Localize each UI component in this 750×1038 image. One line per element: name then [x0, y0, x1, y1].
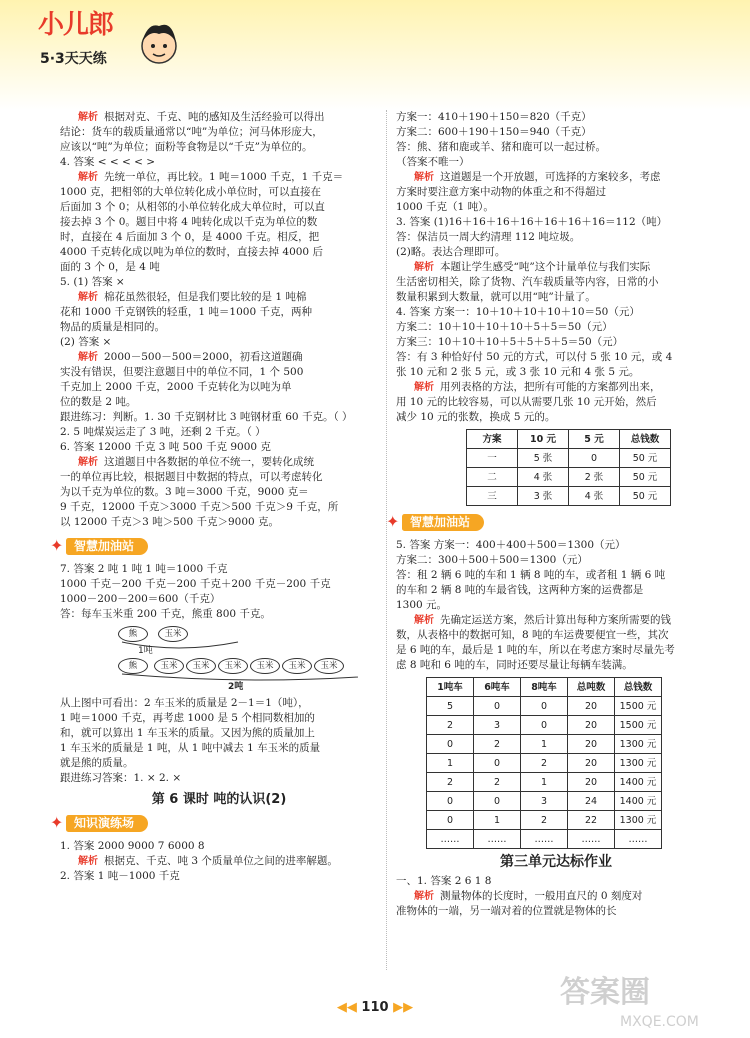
text-line — [60, 485, 378, 500]
line-text: (2)略。表达合理即可。 — [396, 246, 506, 258]
bear-corn-diagram — [118, 624, 378, 694]
text-line — [396, 874, 716, 889]
line-text: 方案一：410＋190＋150＝820（千克） — [396, 111, 592, 123]
table-row — [427, 754, 662, 773]
table-cell: 2 — [427, 716, 474, 735]
text-line — [396, 889, 716, 904]
text-line — [396, 275, 716, 290]
text-line — [396, 260, 716, 275]
text-line — [60, 185, 378, 200]
corn-oval: 玉米 — [158, 626, 188, 642]
line-text: 跟进练习：判断。1. 30 千克钢材比 3 吨钢材重 60 千克。（ ） — [60, 411, 353, 423]
line-text: 减少 10 元的张数，换成 5 元的。 — [396, 411, 556, 423]
next-arrows-icon: ▶▶ — [393, 1000, 414, 1015]
table-row — [427, 697, 662, 716]
table-header: 8吨车 — [521, 678, 568, 697]
table-cell: 0 — [427, 811, 474, 830]
line-text: 答：有 3 种恰好付 50 元的方式，可以付 5 张 10 元，或 4 — [396, 351, 673, 363]
text-line — [396, 658, 716, 673]
data-table — [466, 429, 671, 506]
table-cell: 20 — [568, 754, 615, 773]
line-text: 1 吨＝1000 千克，再考虑 1000 是 5 个相同数相加的 — [60, 712, 315, 724]
unit-title: 第三单元达标作业 — [500, 854, 612, 870]
analysis-tag: 解析 — [414, 615, 434, 626]
line-text: 千克加上 2000 千克，2000 千克转化为以吨为单 — [60, 381, 292, 393]
line-text: 花和 1000 千克钢铁的轻重，1 吨＝1000 千克，两种 — [60, 306, 312, 318]
text-line — [396, 538, 716, 553]
right-column — [386, 110, 716, 919]
line-text: 方案二：600＋190＋150＝940（千克） — [396, 126, 592, 138]
line-text: 位的数是 2 吨。 — [60, 396, 137, 408]
text-line — [60, 155, 378, 170]
text-line — [60, 711, 378, 726]
table-cell: 1400 元 — [615, 792, 662, 811]
text-line — [396, 365, 716, 380]
table-cell: 二 — [467, 468, 518, 487]
table-cell: 0 — [521, 716, 568, 735]
text-line — [396, 155, 716, 170]
text-line — [396, 568, 716, 583]
line-text: 方案三：10＋10＋10＋5＋5＋5＋5＝50（元） — [396, 336, 624, 348]
text-line — [396, 380, 716, 395]
table-cell: …… — [615, 830, 662, 849]
line-text: 后面加 3 个 0；从相邻的小单位转化成大单位时，可以直 — [60, 201, 325, 213]
text-line — [60, 410, 378, 425]
line-text: 以 12000 千克＞3 吨＞500 千克＞9000 克。 — [60, 516, 280, 528]
analysis-tag: 解析 — [78, 856, 98, 867]
line-text: 一的单位再比较，根据题目中数据的特点，可以考虑转化 — [60, 471, 323, 483]
text-line — [396, 350, 716, 365]
text-line — [396, 305, 716, 320]
line-text: 一、1. 答案 2 6 1 8 — [396, 875, 492, 887]
line-text: 这道题目中各数据的单位不统一，要转化成统 — [104, 456, 314, 468]
line-text: 棉花虽然很轻，但是我们要比较的是 1 吨棉 — [104, 291, 307, 303]
table-header: 总吨数 — [568, 678, 615, 697]
line-text: 数，从表格中的数据可知，8 吨的车运费要便宜一些，其次 — [396, 629, 669, 641]
text-line — [396, 553, 716, 568]
brand-title: 小儿郎 — [38, 10, 114, 40]
line-text: 4. 答案 方案一：10＋10＋10＋10＋10＝50（元） — [396, 306, 640, 318]
table-cell: 1 — [474, 811, 521, 830]
table-cell: 2 张 — [569, 468, 620, 487]
line-text: 6. 答案 12000 千克 3 吨 500 千克 9000 克 — [60, 441, 271, 453]
analysis-tag: 解析 — [414, 172, 434, 183]
line-text: 先统一单位，再比较。1 吨＝1000 千克，1 千克＝ — [104, 171, 344, 183]
text-line — [60, 110, 378, 125]
table-cell: 0 — [474, 697, 521, 716]
analysis-tag: 解析 — [78, 112, 98, 123]
table-cell: 2 — [427, 773, 474, 792]
text-line — [60, 425, 378, 440]
text-line — [60, 771, 378, 786]
table-cell: 1300 元 — [615, 811, 662, 830]
text-line — [396, 904, 716, 919]
line-text: 准物体的一端，另一端对着的位置就是物体的长 — [396, 905, 617, 917]
line-text: 1 车玉米的质量是 1 吨，从 1 吨中减去 1 车玉米的质量 — [60, 742, 321, 754]
line-text: 1000－200－200＝600（千克） — [60, 593, 221, 605]
line-text: 接去掉 3 个 0。题目中将 4 吨转化成以千克为单位的数 — [60, 216, 318, 228]
text-line — [60, 170, 378, 185]
text-line — [396, 598, 716, 613]
line-text: 5. 答案 方案一：400＋400＋500＝1300（元） — [396, 539, 626, 551]
text-line — [60, 395, 378, 410]
line-text: 1000 千克－200 千克－200 千克＋200 千克－200 千克 — [60, 578, 331, 590]
line-text: 答：熊、猪和鹿或羊、猪和鹿可以一起过桥。 — [396, 141, 606, 153]
table-cell: 3 — [474, 716, 521, 735]
banner-label: 知识演练场 — [66, 815, 148, 832]
text-line — [60, 607, 378, 622]
line-text: 2. 5 吨煤炭运走了 3 吨，还剩 2 千克。（ ） — [60, 426, 266, 438]
table-cell: 50 元 — [620, 468, 671, 487]
line-text: 跟进练习答案：1. × 2. × — [60, 772, 182, 784]
line-text: 用列表格的方法，把所有可能的方案都列出来， — [440, 381, 661, 393]
analysis-tag: 解析 — [414, 382, 434, 393]
line-text: 张 10 元和 2 张 5 元，或 3 张 10 元和 4 张 5 元。 — [396, 366, 640, 378]
text-line — [396, 320, 716, 335]
line-text: 答：保洁员一周大约清理 112 吨垃圾。 — [396, 231, 581, 243]
text-line — [60, 696, 378, 711]
text-line — [60, 854, 378, 869]
table-row — [467, 487, 671, 506]
line-text: 5. (1) 答案 × — [60, 276, 125, 288]
table-cell: 4 张 — [569, 487, 620, 506]
bear-oval: 熊 — [118, 658, 148, 674]
text-line — [396, 140, 716, 155]
table-cell: …… — [521, 830, 568, 849]
line-text: 2. 答案 1 吨－1000 千克 — [60, 870, 180, 882]
text-line — [60, 260, 378, 275]
section-banner — [50, 813, 378, 835]
text-line — [60, 577, 378, 592]
line-text: 用 10 元的比较容易，可以从需要几张 10 元开始，然后 — [396, 396, 657, 408]
table-cell: 2 — [521, 811, 568, 830]
table-cell: 1300 元 — [615, 754, 662, 773]
line-text: 4000 千克转化成以吨为单位的数时，直接去掉 4000 后 — [60, 246, 323, 258]
line-text: 应该以“吨”为单位；面粉等食物是以“千克”为单位的。 — [60, 141, 313, 153]
corn-oval: 玉米 — [314, 658, 344, 674]
section-banner — [386, 512, 716, 534]
table-cell: 50 元 — [620, 487, 671, 506]
analysis-tag: 解析 — [78, 172, 98, 183]
table-cell: 20 — [568, 735, 615, 754]
table-cell: 20 — [568, 773, 615, 792]
text-line — [396, 185, 716, 200]
lesson-title: 第 6 课时 吨的认识(2) — [151, 792, 287, 807]
star-icon: ✦ — [50, 813, 64, 832]
corn-oval: 玉米 — [250, 658, 280, 674]
text-line — [60, 335, 378, 350]
table-cell: 20 — [568, 697, 615, 716]
text-line — [396, 245, 716, 260]
line-text: 时，直接在 4 后面加 3 个 0，是 4000 千克。相反，把 — [60, 231, 320, 243]
line-text: 数量积累到大数量，就可以用“吨”计量了。 — [396, 291, 596, 303]
text-line — [396, 628, 716, 643]
text-line — [60, 305, 378, 320]
line-text: 为以千克为单位的数。3 吨＝3000 千克，9000 克＝ — [60, 486, 309, 498]
analysis-tag: 解析 — [78, 292, 98, 303]
line-text: 物品的质量是相同的。 — [60, 321, 165, 333]
banner-label: 智慧加油站 — [402, 514, 484, 531]
table-cell: 0 — [569, 449, 620, 468]
page-number-text: 110 — [361, 1000, 389, 1015]
brand-logo — [38, 10, 188, 88]
analysis-tag: 解析 — [414, 262, 434, 273]
line-text: 和，就可以算出 1 车玉米的质量。又因为熊的质量加上 — [60, 727, 315, 739]
line-text: 结论：货车的载质量通常以“吨”为单位；河马体形庞大， — [60, 126, 323, 138]
line-text: 方案二：300＋500＋500＝1300（元） — [396, 554, 588, 566]
line-text: 根据对克、千克、吨的感知及生活经验可以得出 — [104, 111, 325, 123]
watermark-url: MXQE.COM — [620, 1014, 699, 1030]
line-text: 1300 元。 — [396, 599, 448, 611]
text-line — [396, 170, 716, 185]
table-row — [427, 735, 662, 754]
table-cell: 2 — [521, 754, 568, 773]
line-text: 9 千克，12000 千克＞3000 千克＞500 千克＞9 千克，所 — [60, 501, 339, 513]
line-text: 1000 克，把相邻的大单位转化成小单位时，可以直接在 — [60, 186, 322, 198]
table-header: 6吨车 — [474, 678, 521, 697]
line-text: 生活密切相关，除了货物、汽车载质量等内容，日常的小 — [396, 276, 659, 288]
table-cell: …… — [427, 830, 474, 849]
line-text: 1. 答案 2000 9000 7 6000 8 — [60, 840, 205, 852]
table-cell: 3 — [521, 792, 568, 811]
table-cell: 1300 元 — [615, 735, 662, 754]
text-line — [60, 200, 378, 215]
text-line — [60, 562, 378, 577]
table-cell: 1400 元 — [615, 773, 662, 792]
table-cell: 2 — [474, 735, 521, 754]
text-line — [396, 230, 716, 245]
text-line — [396, 410, 716, 425]
text-line — [396, 335, 716, 350]
text-line — [396, 200, 716, 215]
table-cell: 1 — [427, 754, 474, 773]
corn-oval: 玉米 — [154, 658, 184, 674]
table-cell: 50 元 — [620, 449, 671, 468]
data-table — [426, 677, 662, 849]
bear-oval: 熊 — [118, 626, 148, 642]
table-cell: 24 — [568, 792, 615, 811]
line-text: （答案不唯一） — [396, 156, 470, 168]
line-text: 答：每车玉米重 200 千克，熊重 800 千克。 — [60, 608, 271, 620]
table-cell: 0 — [427, 792, 474, 811]
table-row — [427, 792, 662, 811]
line-text: 方案二：10＋10＋10＋10＋5＋5＝50（元） — [396, 321, 613, 333]
line-text: 1000 千克（1 吨）。 — [396, 201, 494, 213]
table-cell: …… — [568, 830, 615, 849]
line-text: 答：租 2 辆 6 吨的车和 1 辆 8 吨的车，或者租 1 辆 6 吨 — [396, 569, 666, 581]
line-text: 就是熊的质量。 — [60, 757, 134, 769]
table-cell: 1 — [521, 773, 568, 792]
star-icon: ✦ — [386, 512, 400, 531]
prev-arrows-icon: ◀◀ — [336, 1000, 357, 1015]
analysis-tag: 解析 — [78, 352, 98, 363]
text-line — [60, 365, 378, 380]
table-header: 方案 — [467, 430, 518, 449]
text-line — [396, 215, 716, 230]
text-line — [60, 500, 378, 515]
text-line — [60, 756, 378, 771]
text-line — [60, 350, 378, 365]
line-text: 方案时要注意方案中动物的体重之和不得超过 — [396, 186, 606, 198]
table-cell: 1500 元 — [615, 716, 662, 735]
line-text: 这道题是一个开放题，可选择的方案较多，考虑 — [440, 171, 661, 183]
table-cell: 1 — [521, 735, 568, 754]
line-text: 是 6 吨的车，最后是 1 吨的车，所以在考虑方案时尽量先考 — [396, 644, 675, 656]
table-cell: …… — [474, 830, 521, 849]
table-cell: 三 — [467, 487, 518, 506]
line-text: 实没有错误，但要注意题目中的单位不同，1 个 500 — [60, 366, 304, 378]
text-line — [60, 592, 378, 607]
text-line — [60, 215, 378, 230]
line-text: 面的 3 个 0，是 4 吨 — [60, 261, 160, 273]
table-cell: 4 张 — [518, 468, 569, 487]
text-line — [396, 613, 716, 628]
text-line — [60, 140, 378, 155]
table-cell: 1500 元 — [615, 697, 662, 716]
line-text: 3. 答案 (1)16＋16＋16＋16＋16＋16＋16＝112（吨） — [396, 216, 668, 228]
table-row — [427, 811, 662, 830]
table-cell: 5 — [427, 697, 474, 716]
table-cell: 0 — [521, 697, 568, 716]
corn-oval: 玉米 — [218, 658, 248, 674]
table-cell: 0 — [474, 754, 521, 773]
table-header: 5 元 — [569, 430, 620, 449]
banner-label: 智慧加油站 — [66, 538, 148, 555]
text-line — [396, 395, 716, 410]
table-cell: 3 张 — [518, 487, 569, 506]
table-row — [427, 716, 662, 735]
watermark-logo: 答案圈 — [560, 975, 650, 1010]
table-cell: 0 — [427, 735, 474, 754]
text-line — [396, 643, 716, 658]
line-text: 4. 答案 < < < < > — [60, 156, 156, 168]
text-line — [60, 515, 378, 530]
left-column — [50, 110, 378, 884]
star-icon: ✦ — [50, 536, 64, 555]
analysis-tag: 解析 — [414, 891, 434, 902]
line-text: 本题让学生感受“吨”这个计量单位与我们实际 — [440, 261, 651, 273]
text-line — [60, 741, 378, 756]
table-cell: 0 — [474, 792, 521, 811]
table-cell: 一 — [467, 449, 518, 468]
text-line — [60, 839, 378, 854]
table-row — [467, 449, 671, 468]
boy-mascot-icon — [138, 18, 180, 68]
line-text: 先确定运送方案，然后计算出每种方案所需要的钱 — [440, 614, 671, 626]
text-line — [396, 125, 716, 140]
line-text: 2000－500－500＝2000，初看这道题确 — [104, 351, 303, 363]
text-line — [60, 440, 378, 455]
analysis-tag: 解析 — [78, 457, 98, 468]
table-row — [467, 468, 671, 487]
table-header: 总钱数 — [620, 430, 671, 449]
text-line — [60, 320, 378, 335]
section-banner — [50, 536, 378, 558]
line-text: 根据克、千克、吨 3 个质量单位之间的进率解题。 — [104, 855, 338, 867]
text-line — [60, 380, 378, 395]
line-text: 7. 答案 2 吨 1 吨 1 吨＝1000 千克 — [60, 563, 228, 575]
corn-oval: 玉米 — [282, 658, 312, 674]
line-text: 测量物体的长度时，一般用直尺的 0 刻度对 — [440, 890, 643, 902]
table-cell: 22 — [568, 811, 615, 830]
two-ton-label: 2吨 — [228, 682, 244, 692]
table-cell: 2 — [474, 773, 521, 792]
text-line — [60, 290, 378, 305]
text-line — [60, 230, 378, 245]
column-divider — [386, 110, 387, 970]
corn-oval: 玉米 — [186, 658, 216, 674]
table-cell: 20 — [568, 716, 615, 735]
text-line — [60, 869, 378, 884]
text-line — [396, 110, 716, 125]
table-header: 总钱数 — [615, 678, 662, 697]
one-ton-label: 1吨 — [138, 646, 153, 656]
line-text: 的车和 2 辆 8 吨的车最省钱，这两种方案的运费都是 — [396, 584, 644, 596]
brand-subtitle: 5·3天天练 — [40, 51, 107, 67]
table-row — [427, 773, 662, 792]
text-line — [60, 726, 378, 741]
text-line — [60, 275, 378, 290]
line-text: 虑 8 吨和 6 吨的车，同时还要尽量让每辆车装满。 — [396, 659, 633, 671]
text-line — [396, 583, 716, 598]
line-text: 从上图中可看出：2 车玉米的质量是 2－1＝1（吨）， — [60, 697, 309, 709]
table-header: 1吨车 — [427, 678, 474, 697]
text-line — [396, 290, 716, 305]
text-line — [60, 125, 378, 140]
table-row — [427, 830, 662, 849]
text-line — [60, 245, 378, 260]
table-cell: 5 张 — [518, 449, 569, 468]
table-header: 10 元 — [518, 430, 569, 449]
text-line — [60, 455, 378, 470]
text-line — [60, 470, 378, 485]
line-text: (2) 答案 × — [60, 336, 112, 348]
